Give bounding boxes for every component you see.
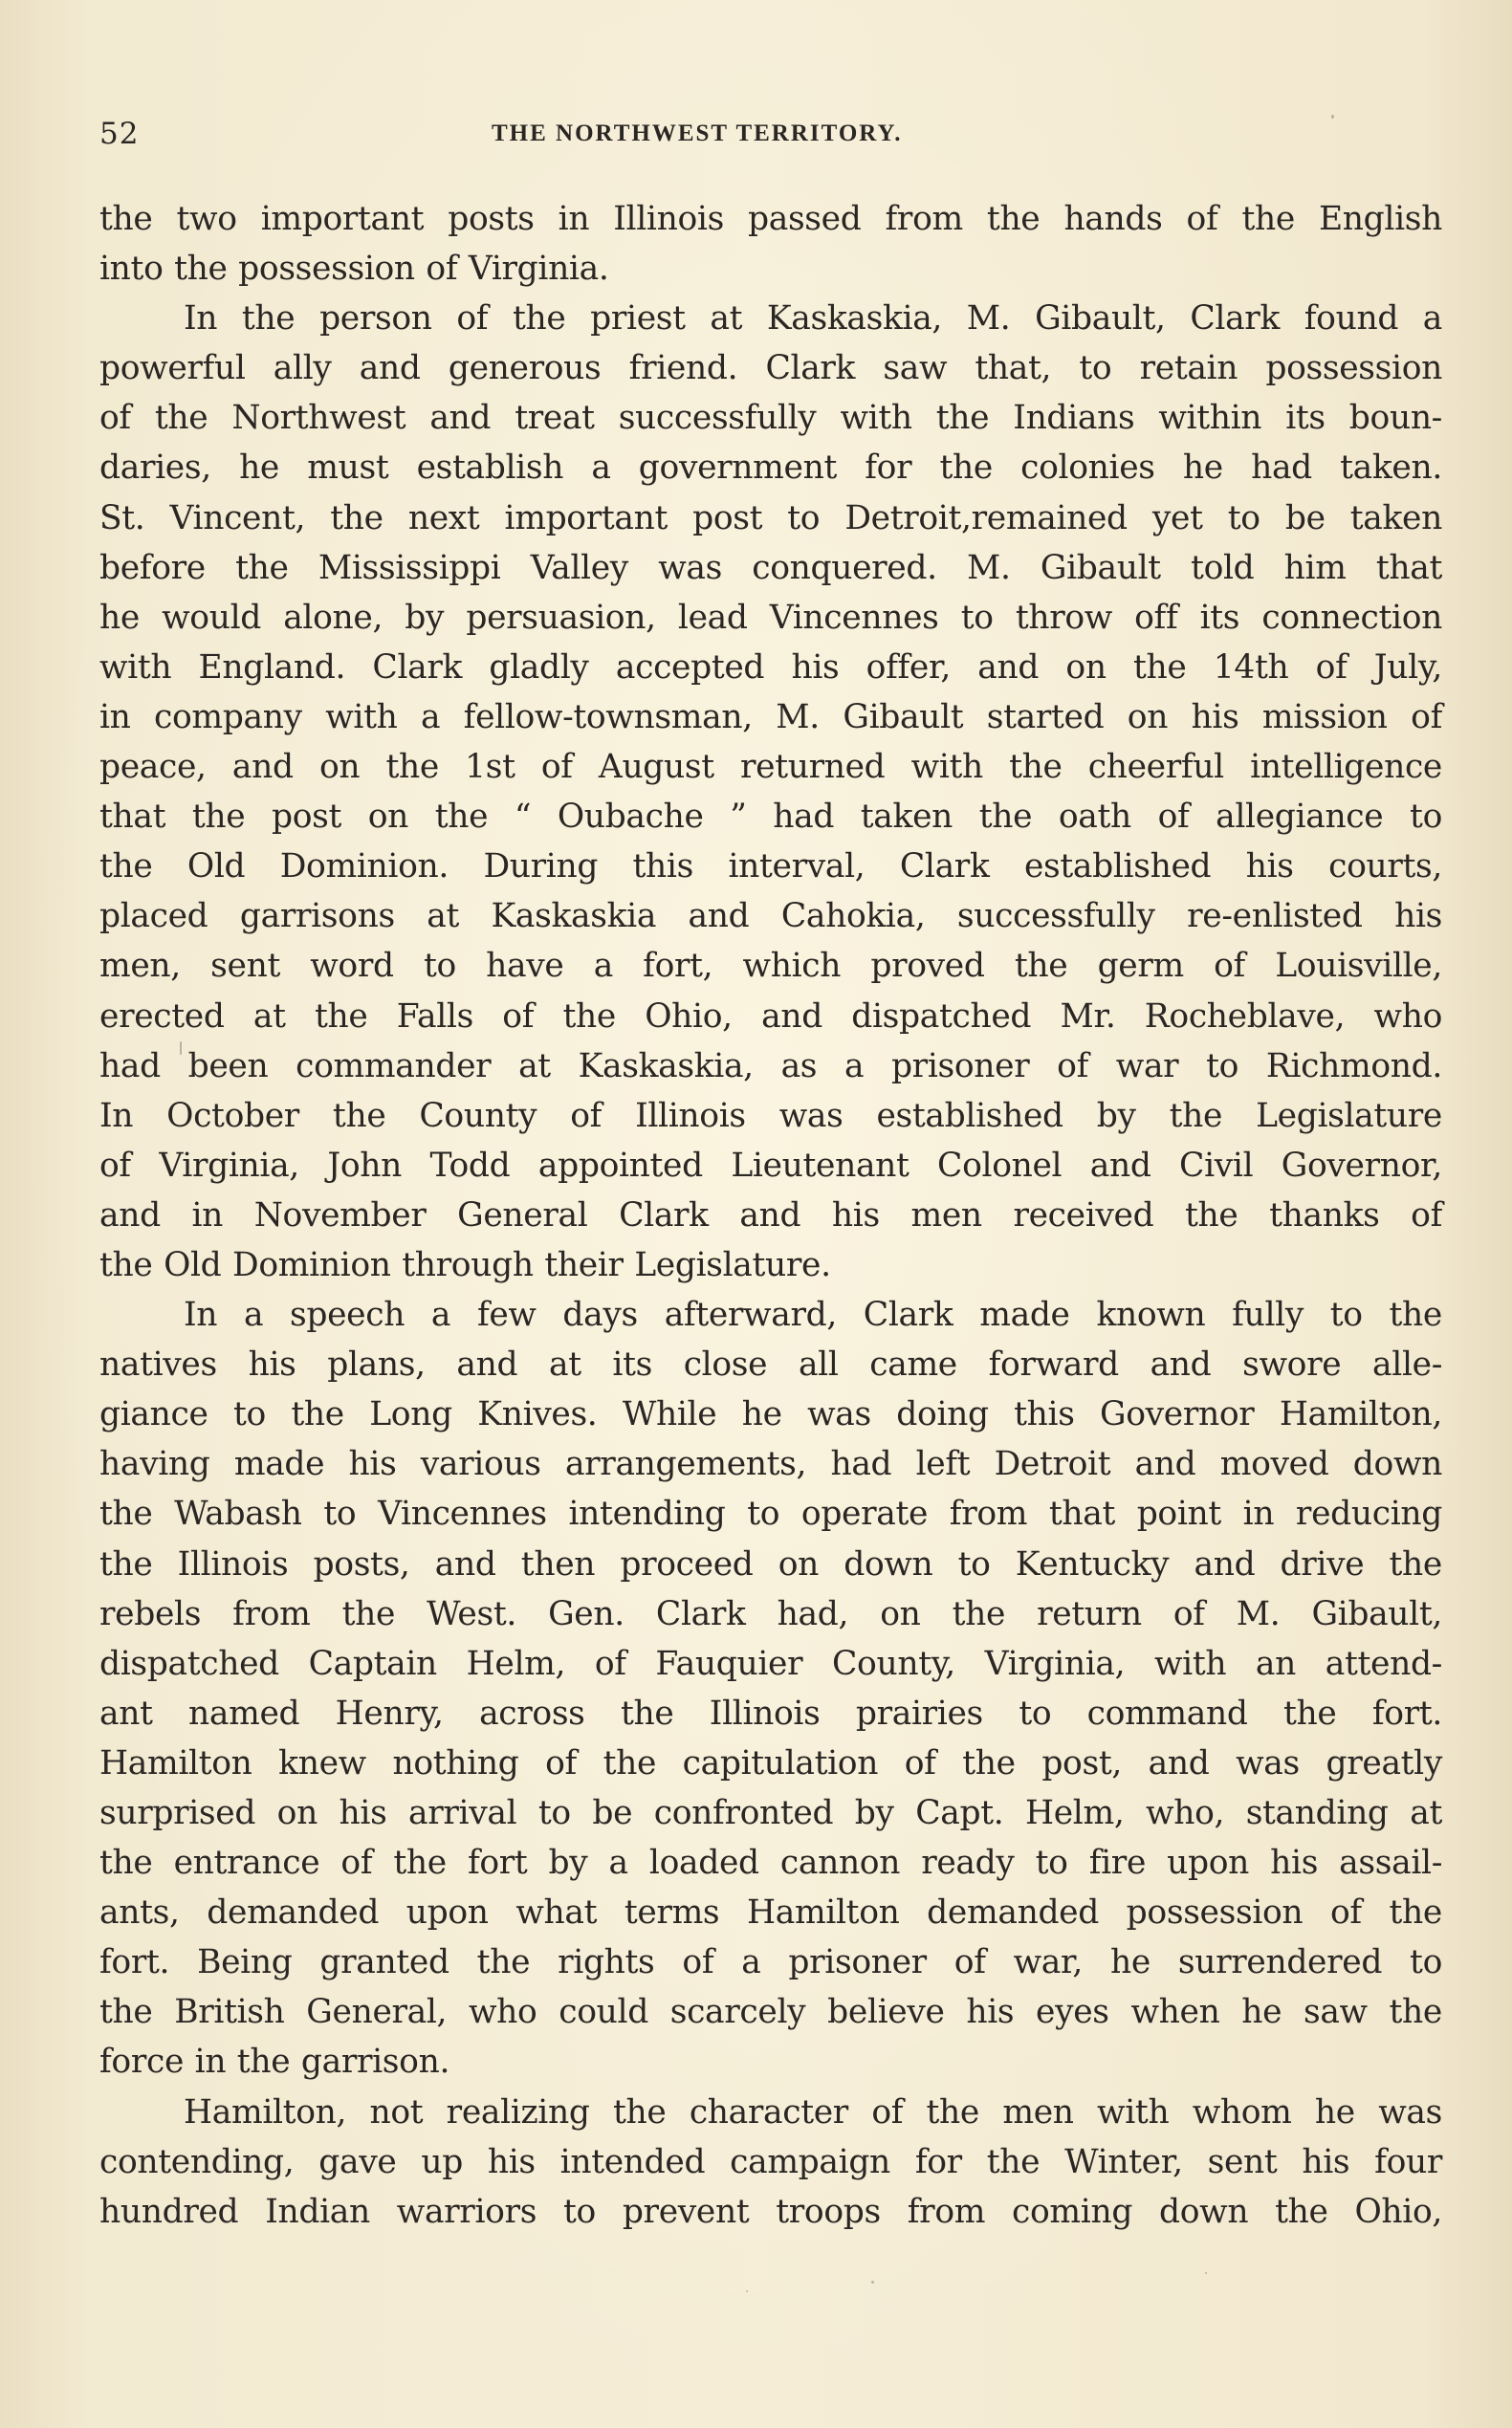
text-line: had been commander at Kaskaskia, as a prisoner of war to Richmond. [99,1046,1442,1085]
text-line: having made his various arrangements, had left Detroit and moved down [99,1445,1442,1484]
text-line: of the Northwest and treat successfully with the Indians within its boun- [99,399,1442,438]
text-line: ants, demanded upon what terms Hamilton demanded possession of the [99,1893,1442,1933]
text-line: daries, he must establish a government for the colonies he had taken. [99,448,1442,488]
text-line: erected at the Falls of the Ohio, and dispatched Mr. Rocheblave, who [99,996,1442,1036]
text-line: he would alone, by persuasion, lead Vincennes to throw off its connection [99,598,1442,637]
text-line: powerful ally and generous friend. Clark saw that, to retain possession [99,349,1442,388]
text-line: into the possession of Virginia. [99,250,609,289]
running-head [99,117,1438,151]
text-line: the Old Dominion. During this interval, Clark established his courts, [99,847,1442,886]
text-line: In the person of the priest at Kaskaskia, M. Gibault, Clark found a [184,299,1442,339]
text-line: the entrance of the fort by a loaded cannon ready to fire upon his assail- [99,1844,1442,1883]
text-line: peace, and on the 1st of August returned with the cheerful intelligence [99,748,1442,787]
paper-speck [1205,2272,1207,2274]
text-line: In October the County of Illinois was established by the Legislature [99,1096,1442,1135]
text-line: the British General, who could scarcely believe his eyes when he saw the [99,1993,1442,2032]
page-number: 52 [99,117,140,151]
text-line: hundred Indian warriors to prevent troops from coming down the Ohio, [99,2192,1442,2231]
text-line: with England. Clark gladly accepted his offer, and on the 14th of July, [99,647,1442,687]
paper-speck [746,2290,748,2292]
text-line: before the Mississippi Valley was conquered. M. Gibault told him that [99,548,1442,587]
text-line: in company with a fellow-townsman, M. Gibault started on his mission of [99,697,1442,736]
text-line: In a speech a few days afterward, Clark made known fully to the [184,1296,1442,1335]
text-line: the Old Dominion through their Legislature. [99,1245,831,1284]
text-line: placed garrisons at Kaskaskia and Cahokia, successfully re-enlisted his [99,897,1442,936]
text-line: and in November General Clark and his men received the thanks of [99,1195,1442,1235]
body-text [99,194,1442,2237]
paper-speck [180,1041,182,1055]
text-line: rebels from the West. Gen. Clark had, on the return of M. Gibault, [99,1594,1442,1633]
text-line: men, sent word to have a fort, which proved the germ of Louisville, [99,947,1442,986]
text-line: giance to the Long Knives. While he was doing this Governor Hamilton, [99,1395,1442,1434]
text-line: force in the garrison. [99,2043,450,2082]
running-title: THE NORTHWEST TERRITORY. [492,120,903,146]
text-line: ant named Henry, across the Illinois prairies to command the fort. [99,1694,1442,1733]
text-line: the Wabash to Vincennes intending to operate from that point in reducing [99,1495,1442,1534]
text-line: that the post on the “ Oubache ” had taken the oath of allegiance to [99,798,1442,837]
text-line: natives his plans, and at its close all came forward and swore alle- [99,1345,1442,1385]
text-line: fort. Being granted the rights of a prisoner of war, he surrendered to [99,1943,1442,1982]
text-line: the Illinois posts, and then proceed on down to Kentucky and drive the [99,1544,1442,1584]
text-line: of Virginia, John Todd appointed Lieutenant Colonel and Civil Governor, [99,1146,1442,1185]
text-line: Hamilton knew nothing of the capitulation of the post, and was greatly [99,1743,1442,1783]
text-line: Hamilton, not realizing the character of the men with whom he was [184,2092,1442,2132]
text-line: surprised on his arrival to be confronted by Capt. Helm, who, standing at [99,1794,1442,1832]
text-line: dispatched Captain Helm, of Fauquier County, Virginia, with an attend- [99,1644,1442,1683]
text-line: St. Vincent, the next important post to Detroit,remained yet to be taken [99,498,1442,537]
paper-speck [1331,115,1334,119]
text-line: contending, gave up his intended campaign for the Winter, sent his four [99,2142,1442,2181]
text-line: the two important posts in Illinois passed from the hands of the English [99,200,1442,238]
paper-speck [871,2281,874,2284]
